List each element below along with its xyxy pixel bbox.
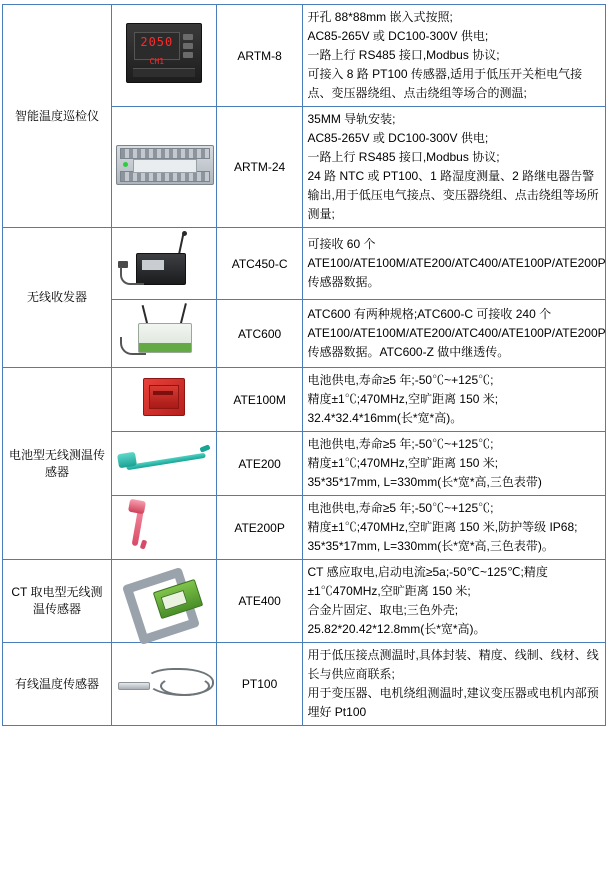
- description-cell: [303, 368, 606, 432]
- ate100m-cube-sensor-icon: [143, 378, 185, 416]
- table-row: [3, 5, 606, 107]
- product-image-atc600: [111, 300, 216, 368]
- description-cell: [303, 560, 606, 643]
- desc-line: 电池供电,寿命≥5 年;-50℃~+125℃;: [307, 437, 494, 451]
- sensor-slot: [153, 391, 173, 395]
- model-cell: [216, 643, 303, 726]
- model-label: ARTM-8: [237, 48, 282, 63]
- category-label: 电池型无线测温传感器: [8, 447, 105, 479]
- category-cell-temperature-inspector: [3, 5, 112, 228]
- module-faceplate: [133, 159, 197, 173]
- ate200p-strap-sensor-icon: [119, 500, 209, 550]
- model-cell: [216, 5, 303, 107]
- desc-line: 精度±1℃;470MHz,空旷距离 150 米,防护等级 IP68; 35*35*17mm, L=330mm(长*宽*高,三色表带)。: [307, 520, 578, 553]
- model-cell: [216, 432, 303, 496]
- product-image-atc450c: [111, 228, 216, 300]
- receiver-body: [138, 323, 192, 353]
- description-cell: [303, 432, 606, 496]
- meter-button: [183, 43, 193, 49]
- table-row: [3, 368, 606, 432]
- receiver-label: [142, 260, 164, 270]
- meter-button: [183, 34, 193, 40]
- product-image-ate200: [111, 432, 216, 496]
- desc-line: 一路上行 RS485 接口,Modbus 协议;: [307, 48, 500, 62]
- power-cable: [120, 267, 144, 285]
- desc-line: 可接入 8 路 PT100 传感器,适用于低压开关柜电气接点、变压器绕组、点击绕组等场合的测温;: [307, 67, 583, 100]
- receiver-green-band: [139, 343, 191, 352]
- ate400-ct-clamp-sensor-icon: [124, 571, 204, 627]
- atc450c-receiver-icon: [118, 231, 210, 291]
- product-image-artm24: [111, 107, 216, 228]
- meter-button: [183, 52, 193, 58]
- category-label: 智能温度巡检仪: [14, 108, 99, 123]
- product-image-ate400: [111, 560, 216, 643]
- product-spec-table: [2, 4, 606, 726]
- model-label: ATE400: [238, 594, 281, 608]
- sensor-strap-tip: [140, 539, 148, 549]
- table-row: [3, 560, 606, 643]
- category-cell-battery-wireless-sensor: [3, 368, 112, 560]
- description-cell: [303, 643, 606, 726]
- probe-cable-loop: [160, 676, 210, 696]
- desc-line: 35*35*17mm, L=330mm(长*宽*高,三色表带): [307, 475, 542, 489]
- table-row: [3, 643, 606, 726]
- model-cell: [216, 496, 303, 560]
- desc-line: 25.82*20.42*12.8mm(长*宽*高)。: [307, 622, 486, 636]
- desc-line: AC85-265V 或 DC100-300V 供电;: [307, 29, 489, 43]
- product-image-artm8: [111, 5, 216, 107]
- model-label: ATC450-C: [231, 256, 288, 271]
- category-cell-wired-temperature-sensor: [3, 643, 112, 726]
- product-image-ate200p: [111, 496, 216, 560]
- desc-line: 用于低压接点测温时,具体封装、精度、线制、线材、线长与供应商联系;: [307, 648, 599, 681]
- model-cell: [216, 560, 303, 643]
- model-cell: [216, 368, 303, 432]
- description-cell: [303, 300, 606, 368]
- meter-buttons: [183, 34, 193, 58]
- desc-line: 电池供电,寿命≥5 年;-50℃~+125℃;: [307, 501, 494, 515]
- desc-line: 32.4*32.4*16mm(长*宽*高)。: [307, 411, 463, 425]
- category-cell-wireless-transceiver: [3, 228, 112, 368]
- model-cell: [216, 228, 303, 300]
- desc-line: AC85-265V 或 DC100-300V 供电;: [307, 131, 489, 145]
- meter-digits: 2050: [140, 35, 174, 49]
- pt100-probe-icon: [116, 664, 216, 700]
- description-cell: [303, 107, 606, 228]
- ate200-cable-tie-sensor-icon: [116, 439, 212, 483]
- desc-line: 精度±1℃;470MHz,空旷距离 150 米;: [307, 392, 499, 406]
- category-label: CT 取电型无线测温传感器: [11, 585, 103, 616]
- model-label: ARTM-24: [234, 160, 286, 174]
- sensor-head: [128, 499, 146, 515]
- product-image-ate100m: [111, 368, 216, 432]
- artm8-panel-meter-icon: [126, 23, 202, 83]
- power-cable: [120, 337, 146, 355]
- meter-subdigits: CH1: [149, 57, 165, 66]
- artm24-din-module-icon: [116, 145, 214, 185]
- desc-line: 35MM 导轨安装;: [307, 112, 396, 126]
- description-cell: [303, 228, 606, 300]
- desc-line: 电池供电,寿命≥5 年;-50℃~+125℃;: [307, 373, 494, 387]
- desc-line: 用于变压器、电机绕组测温时,建议变压器或电机内部预埋好 Pt100: [307, 686, 599, 719]
- model-cell: [216, 107, 303, 228]
- category-label: 无线收发器: [26, 290, 87, 304]
- sensor-front-face: [149, 385, 179, 409]
- desc-line: 可接收 60 个: [307, 237, 376, 251]
- description-cell: [303, 5, 606, 107]
- sensor-window: [160, 589, 187, 610]
- description-cell: [303, 496, 606, 560]
- desc-line: 开孔 88*88mm 嵌入式按照;: [307, 10, 453, 24]
- model-label: ATE100M: [233, 392, 286, 407]
- product-image-pt100: [111, 643, 216, 726]
- sensor-strap: [126, 453, 206, 470]
- antenna-left: [142, 305, 149, 325]
- desc-line: CT 感应取电,启动电流≥5a;-50℃~125℃;精度±1℃470MHz,空旷距离 150 米;: [307, 565, 548, 598]
- desc-line: 24 路 NTC 或 PT100、1 路湿度测量、2 路继电器告警输出,用于低压电气接点、变压器绕组、点击绕组等场所测量;: [307, 169, 599, 221]
- table-row: [3, 228, 606, 300]
- category-label: 有线温度传感器: [14, 676, 99, 691]
- desc-line: 精度±1℃;470MHz,空旷距离 150 米;: [307, 456, 499, 470]
- meter-bottom-strip: [133, 68, 195, 77]
- model-cell: [216, 300, 303, 368]
- desc-line: 合金片固定、取电;三色外壳;: [307, 603, 459, 617]
- category-cell-ct-powered-sensor: [3, 560, 112, 643]
- model-label: ATE200: [238, 456, 281, 471]
- model-label: ATE200P: [234, 520, 285, 535]
- model-label: PT100: [241, 677, 278, 691]
- model-label: ATC600: [238, 326, 282, 341]
- sensor-head: [117, 452, 137, 469]
- atc600-receiver-icon: [116, 303, 212, 359]
- meter-screen: [134, 32, 180, 66]
- desc-line: ATE100/ATE100M/ATE200/ATC400/ATE100P/ATE200P 传感器数据。: [307, 256, 606, 289]
- terminal-block-top: [120, 148, 210, 159]
- sensor-strap-tip: [199, 444, 210, 452]
- desc-line: 一路上行 RS485 接口,Modbus 协议;: [307, 150, 500, 164]
- desc-line: ATC600 有两种规格;ATC600-C 可接收 240 个 ATE100/ATE100M/ATE200/ATC400/ATE100P/ATE200P 传感器数据。ATC600-Z 做中继透传。: [307, 307, 606, 359]
- status-led: [123, 162, 128, 167]
- probe-tip: [118, 682, 150, 690]
